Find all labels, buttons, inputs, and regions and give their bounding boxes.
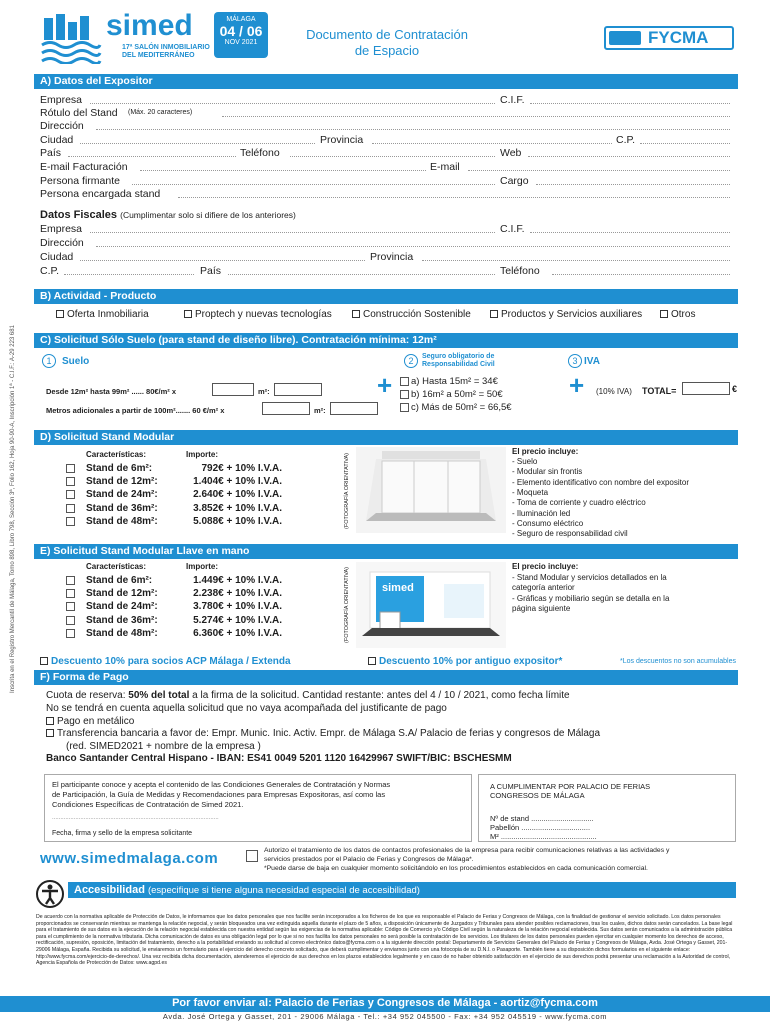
stand-size: Stand de 24m²: — [86, 489, 158, 501]
stand-price: 792€ + 10% I.V.A. — [201, 463, 282, 474]
field-firmante[interactable] — [132, 184, 495, 185]
sign-text1: El participante conoce y acepta el contenido de las Condiciones Generales de Contratación y Normas — [52, 780, 391, 789]
pay-line1a: Cuota de reserva: — [46, 690, 129, 701]
option-oferta[interactable] — [56, 309, 149, 320]
consent-text2: servicios prestados por el Palacio de Ferias y Congresos de Málaga*. — [264, 856, 474, 863]
include-item: página siguiente — [512, 603, 571, 613]
discount-antiguo-label: Descuento 10% por antiguo expositor* — [379, 656, 563, 667]
label-f-ciudad: Ciudad — [40, 251, 74, 263]
iva-pct: (10% IVA) — [596, 387, 632, 396]
sign-dots[interactable]: .................................................................................................... — [52, 815, 219, 821]
field-provincia[interactable] — [372, 143, 612, 144]
stand-checkbox[interactable] — [66, 464, 75, 473]
date-month: NOV 2021 — [224, 39, 258, 46]
accessibility-note: (especifique si tiene alguna necesidad especial de accesibilidad) — [147, 885, 420, 896]
accessibility-title: Accesibilidad — [74, 884, 145, 896]
stand-size: Stand de 36m²: — [86, 614, 158, 626]
total-input[interactable] — [682, 382, 730, 395]
option-otros-label: Otros — [671, 309, 696, 320]
seguro-c: c) Más de 50m² = 66,5€ — [411, 402, 512, 413]
checkbox-icon[interactable] — [46, 717, 54, 725]
field-f-empresa[interactable] — [90, 232, 495, 233]
pay-cash[interactable] — [46, 716, 134, 727]
e-car-label: Características: — [86, 562, 147, 571]
suelo-total-input-1[interactable] — [274, 383, 322, 396]
fiscal-title-row — [40, 209, 296, 221]
fiscal-note: (Cumplimentar solo si difiere de los anteriores) — [120, 210, 296, 220]
field-f-ciudad[interactable] — [80, 260, 365, 261]
section-b-header: B) Actividad - Producto — [34, 289, 738, 304]
field-cargo[interactable] — [536, 184, 730, 185]
field-ciudad[interactable] — [80, 143, 315, 144]
field-f-cp[interactable] — [64, 274, 194, 275]
include-item: - Moqueta — [512, 487, 549, 497]
stand-checkbox[interactable] — [66, 490, 75, 499]
option-otros[interactable] — [660, 309, 695, 320]
field-cp[interactable] — [640, 143, 730, 144]
label-cargo: Cargo — [500, 175, 529, 187]
stand-price: 3.780€ + 10% I.V.A. — [193, 601, 282, 613]
label-web: Web — [500, 147, 522, 159]
palacio-title1: A CUMPLIMENTAR POR PALACIO DE FERIAS — [490, 782, 651, 791]
label-email: E-mail — [430, 161, 460, 173]
step1-circle: 1 — [42, 354, 56, 368]
legal-text: De acuerdo con la normativa aplicable de Protección de Datos, le informamos que los datos personales que nos facilite serán incorporados a los ficheros de los que es responsable el Palacio de Ferias y Congresos de Málaga, con la finalidad de gestionar el servicio solicitado. Los datos personales proporcionados se conservarán mientras se mantenga la relación negocial, y serán bloqueados una vez extinguida aquella durante el plazo de 5 años, a disposición únicamente de Juzgados y Tribunales para atender posibles reclamaciones, tras los cuales, dichos datos serán cancelados. La base legal para el tratamiento de sus datos es la ejecución de la relación negocial establecida con nuestra entidad según las exigencias de la normativa aplicable: Código de Comercio y/o Código Civil según la naturaleza de la relación negocial establecida. Sus datos serán comunicados a la administración pública para el cumplimiento de la normativa tributaria. Dicha comunicación de datos es una obligación legal por lo que si no nos facilita los datos personales no será posible la contratación de los servicios. Los titulares de los datos personales pueden ejercitar en cualquier momento los derechos de acceso, rectificación, supresión, oposición, limitación del tratamiento, derecho a la portabilidad enviando su solicitud al correo electrónico datos@fycma.com o a la siguiente dirección postal: Departamento de Servicios Generales del Palacio de Ferias y Congresos de Málaga, Avda. José Ortega y Gasset, 201-29006 Málaga, España. Recibida su solicitud, le enviaremos un formulario para el ejercicio del derecho concreto solicitado, que deberá cumplimentar y enviarnos junto con una fotocopia de su D.N.I. o Pasaporte. También tiene a su disposición dichos formularios en el siguiente enlace: http://www.fycma.com/ejercicio-de-derechos/. Una vez recibida dicha documentación, atenderemos el ejercicio de sus derechos en los plazos establecidos legalmente y en caso de no haber obtenido satisfacción en el ejercicio de sus derechos podrá presentar una reclamación a la Autoridad de control, Agencia Española de Protección de Datos: www.agpd.es — [36, 914, 733, 967]
fycma-mark-icon — [609, 31, 641, 45]
include-item: - Elemento identificativo con nombre del expositor — [512, 477, 689, 487]
brand-sub2: DEL MEDITERRÁNEO — [122, 52, 195, 59]
label-rotulo: Rótulo del Stand — [40, 107, 118, 119]
suelo-m2-label-1: m²: — [258, 387, 270, 396]
label-f-empresa: Empresa — [40, 223, 83, 235]
option-productos[interactable] — [490, 309, 642, 320]
e-photo-note: (FOTOGRAFÍA ORIENTATIVA) — [344, 567, 350, 643]
pay-line1b: 50% del total — [128, 690, 190, 701]
suelo-line1: Desde 12m² hasta 99m² ...... 80€/m² x — [46, 387, 177, 396]
pay-line2: No se tendrá en cuenta aquella solicitud que no vaya acompañada del justificante de pago — [46, 703, 447, 714]
pay-line1c: a la firma de la solicitud. Cantidad restante: antes del 4 / 10 / 2021, como fecha límite — [189, 690, 570, 701]
plus-icon-2: + — [569, 370, 585, 400]
d-car-label: Características: — [86, 450, 147, 459]
suelo-total-input-2[interactable] — [330, 402, 378, 415]
row-empresa — [40, 94, 730, 106]
discount-acp[interactable] — [40, 656, 291, 667]
checkbox-icon[interactable] — [352, 310, 360, 318]
brand-sub1: 17ª SALÓN INMOBILIARIO — [122, 44, 210, 51]
stand-size: Stand de 36m²: — [86, 502, 158, 514]
doc-title-2: de Espacio — [354, 43, 420, 58]
suelo-line2: Metros adicionales a partir de 100m²....... 60 €/m² x — [46, 406, 225, 415]
field-rotulo[interactable] — [222, 116, 730, 117]
checkbox-icon[interactable] — [46, 729, 54, 737]
row-persona-stand — [40, 188, 730, 200]
stand-checkbox[interactable] — [66, 517, 75, 526]
field-cif[interactable] — [530, 103, 730, 104]
pay-line5: (red. SIMED2021 + nombre de la empresa ) — [66, 741, 261, 752]
include-item: - Stand Modular y servicios detallados en la — [512, 573, 667, 582]
include-item: - Modular sin frontis — [512, 467, 583, 477]
accessibility-icon — [36, 880, 64, 908]
discount-antiguo[interactable] — [368, 656, 562, 667]
option-proptech-label: Proptech y nuevas tecnologías — [195, 309, 332, 320]
stand-price: 3.852€ + 10% I.V.A. — [193, 502, 282, 514]
fycma-text: FYCMA — [648, 28, 709, 47]
include-item: categoría anterior — [512, 583, 575, 593]
label-pais: País — [40, 147, 62, 159]
sign-text2: de Participación, la Guía de Medidas y Recomendaciones para Empresas Expositoras, así como las — [52, 790, 386, 799]
include-item: - Toma de corriente y cuadro eléctrico — [512, 498, 646, 508]
include-item: - Iluminación led — [512, 508, 571, 518]
field-f-provincia[interactable] — [422, 260, 730, 261]
sign-firma-label: Fecha, firma y sello de la empresa solicitante — [52, 830, 193, 837]
label-ciudad: Ciudad — [40, 134, 74, 146]
e-imp-label: Importe: — [186, 562, 218, 571]
discount-note: *Los descuentos no son acumulables — [620, 658, 736, 665]
stand-price: 1.449€ + 10% I.V.A. — [193, 575, 282, 586]
label-persona-stand: Persona encargada stand — [40, 188, 161, 200]
total-label: TOTAL= — [642, 386, 677, 396]
field-pais[interactable] — [68, 156, 236, 157]
checkbox-icon[interactable] — [490, 310, 498, 318]
palacio-pabellon: Pabellón ................................. — [490, 823, 591, 832]
field-f-telefono[interactable] — [552, 274, 730, 275]
stand-size: Stand de 6m²: — [86, 463, 153, 474]
seguro-b: b) 16m² a 50m² = 50€ — [411, 389, 503, 400]
date-city: MÁLAGA — [226, 16, 256, 23]
option-construccion[interactable] — [352, 309, 471, 320]
row-firmante — [40, 175, 730, 187]
label-rotulo-note: (Máx. 20 caracteres) — [128, 109, 193, 116]
simed-logo-icon — [40, 12, 102, 64]
suelo-m2-label-2: m²: — [314, 406, 326, 415]
option-productos-label: Productos y Servicios auxiliares — [501, 309, 643, 320]
label-empresa: Empresa — [40, 94, 83, 106]
row-f-ciudad — [40, 251, 730, 263]
row-ciudad — [40, 134, 730, 146]
include-item: - Suelo — [512, 457, 538, 466]
field-direccion[interactable] — [96, 129, 730, 130]
row-email-fact — [40, 161, 730, 173]
include-item: - Seguro de responsabilidad civil — [512, 529, 628, 539]
field-email[interactable] — [468, 170, 730, 171]
label-telefono: Teléfono — [240, 147, 280, 159]
d-imp-label: Importe: — [186, 450, 218, 459]
turnkey-stand-photo — [356, 562, 506, 648]
label-f-cp: C.P. — [40, 265, 60, 277]
footer-send: Por favor enviar al: Palacio de Ferias y Congresos de Málaga - aortiz@fycma.com — [172, 997, 598, 1009]
stand-checkbox[interactable] — [66, 504, 75, 513]
stand-checkbox[interactable] — [66, 477, 75, 486]
fiscal-title: Datos Fiscales — [40, 209, 118, 221]
stand-checkbox[interactable] — [66, 589, 75, 598]
row-pais — [40, 147, 730, 159]
stand-checkbox[interactable] — [66, 576, 75, 585]
accessibility-bar[interactable] — [68, 882, 736, 898]
d-photo-note: (FOTOGRAFÍA ORIENTATIVA) — [344, 453, 350, 529]
suelo-m2-input-2[interactable] — [262, 402, 310, 415]
plus-icon-1: + — [377, 370, 393, 400]
label-firmante: Persona firmante — [40, 175, 120, 187]
step2-circle: 2 — [404, 354, 418, 368]
field-empresa[interactable] — [90, 103, 495, 104]
option-oferta-label: Oferta Inmobiliaria — [67, 309, 149, 320]
option-proptech[interactable] — [184, 309, 332, 320]
label-f-cif: C.I.F. — [500, 223, 525, 235]
section-c-header: C) Solicitud Sólo Suelo (para stand de diseño libre). Contratación mínima: 12m² — [34, 333, 738, 348]
include-item: - Gráficas y mobiliario según se detalla en la — [512, 593, 670, 603]
field-f-direccion[interactable] — [96, 246, 730, 247]
label-direccion: Dirección — [40, 120, 84, 132]
pay-bank: Banco Santander Central Hispano - IBAN: ES41 0049 5201 1120 16429967 SWIFT/BIC: BSCHESMM — [46, 753, 512, 764]
stand-size: Stand de 24m²: — [86, 601, 158, 613]
checkbox-icon[interactable] — [184, 310, 192, 318]
stand-checkbox[interactable] — [66, 616, 75, 625]
stand-price: 1.404€ + 10% I.V.A. — [193, 476, 282, 488]
doc-title-1: Documento de Contratación — [306, 27, 468, 42]
stand-size: Stand de 12m²: — [86, 588, 158, 600]
e-stand-brand: simed — [382, 582, 414, 594]
footer-address: Avda. José Ortega y Gasset, 201 - 29006 Málaga - Tel.: +34 952 045500 - Fax: +34 952 045519 - www.fycma.com — [162, 1012, 608, 1021]
pay-transfer[interactable] — [46, 728, 600, 739]
date-days: 04 / 06 — [219, 23, 263, 39]
website-link[interactable]: www.simedmalaga.com — [40, 850, 219, 867]
e-inc-title: El precio incluye: — [512, 562, 579, 571]
stand-price: 6.360€ + 10% I.V.A. — [193, 627, 282, 639]
consent-text3: *Puede darse de baja en cualquier momento solicitándolo en los procedimientos establecidos en cada comunicación comercial. — [264, 865, 648, 872]
pay-line1 — [46, 690, 570, 701]
row-rotulo — [40, 107, 730, 119]
field-email-fact[interactable] — [140, 170, 426, 171]
row-f-empresa — [40, 223, 730, 235]
pay-transfer-label: Transferencia bancaria a favor de: Empr. Munic. Inic. Activ. Empr. de Málaga S.A/ Palacio de ferias y congresos de Málaga — [57, 728, 601, 739]
option-construccion-label: Construcción Sostenible — [363, 309, 471, 320]
discount-acp-label: Descuento 10% para socios ACP Málaga / Extenda — [51, 656, 291, 667]
palacio-nstand: Nº de stand .............................. — [490, 814, 594, 823]
label-cp: C.P. — [616, 134, 636, 146]
seguro-check-b[interactable] — [400, 390, 409, 399]
palacio-title2: CONGRESOS DE MÁLAGA — [490, 791, 585, 800]
section-f-header: F) Forma de Pago — [34, 670, 738, 685]
modular-stand-photo — [356, 447, 506, 533]
label-cif: C.I.F. — [500, 94, 525, 106]
field-f-pais[interactable] — [228, 274, 495, 275]
palacio-m2: M² .............................................. — [490, 832, 597, 841]
label-f-provincia: Provincia — [370, 251, 414, 263]
field-telefono[interactable] — [290, 156, 495, 157]
field-f-cif[interactable] — [530, 232, 730, 233]
label-f-direccion: Dirección — [40, 237, 84, 249]
stand-checkbox[interactable] — [66, 629, 75, 638]
sign-text3: Condiciones Específicas de Contratación de Simed 2021. — [52, 800, 244, 809]
d-inc-title: El precio incluye: — [512, 447, 579, 456]
field-web[interactable] — [528, 156, 730, 157]
include-item: - Consumo eléctrico — [512, 518, 584, 528]
stand-size: Stand de 48m²: — [86, 515, 158, 527]
iva-title: IVA — [584, 356, 600, 367]
section-e-header: E) Solicitud Stand Modular Llave en mano — [34, 544, 738, 559]
stand-price: 2.238€ + 10% I.V.A. — [193, 588, 282, 600]
row-f-direccion — [40, 237, 730, 249]
field-persona-stand[interactable] — [178, 197, 730, 198]
seguro-check-c[interactable] — [400, 403, 409, 412]
label-f-pais: País — [200, 265, 222, 277]
date-badge — [214, 12, 268, 58]
checkbox-icon[interactable] — [660, 310, 668, 318]
stand-size: Stand de 6m²: — [86, 575, 153, 586]
stand-size: Stand de 12m²: — [86, 476, 158, 488]
pay-cash-label: Pago en metálico — [57, 716, 135, 727]
brand-name: simed — [106, 9, 193, 42]
suelo-title: Suelo — [62, 356, 90, 367]
fycma-logo — [604, 26, 734, 50]
step3-circle: 3 — [568, 354, 582, 368]
section-d-header: D) Solicitud Stand Modular — [34, 430, 738, 445]
seguro-a: a) Hasta 15m² = 34€ — [411, 376, 498, 387]
euro-sign: € — [732, 384, 738, 394]
stand-checkbox[interactable] — [66, 602, 75, 611]
row-direccion — [40, 120, 730, 132]
stand-price: 5.274€ + 10% I.V.A. — [193, 614, 282, 626]
label-email-fact: E-mail Facturación — [40, 161, 128, 173]
stand-size: Stand de 48m²: — [86, 627, 158, 639]
seguro-title: Seguro obligatorio de Responsabilidad Civil — [422, 353, 495, 368]
seguro-check-a[interactable] — [400, 377, 409, 386]
stand-price: 2.640€ + 10% I.V.A. — [193, 489, 282, 501]
label-provincia: Provincia — [320, 134, 364, 146]
suelo-m2-input-1[interactable] — [212, 383, 254, 396]
stand-price: 5.088€ + 10% I.V.A. — [193, 515, 282, 527]
side-registry-text: Inscrita en el Registro Mercantil de Málaga, Tomo 898, Libro 798, Sección 3ª, Folio 162, Hoja 90-90-A, Inscripción 1ª - C.I.F.: A-29 223 681 — [10, 325, 16, 693]
checkbox-icon[interactable] — [56, 310, 64, 318]
checkbox-icon[interactable] — [40, 657, 48, 665]
label-f-telefono: Teléfono — [500, 265, 540, 277]
consent-text1: Autorizo el tratamiento de los datos de contactos profesionales de la empresa para recibir comunicaciones relativas a las actividades y — [264, 847, 670, 854]
row-f-cp — [40, 265, 730, 277]
section-a-header: A) Datos del Expositor — [34, 74, 738, 89]
checkbox-icon[interactable] — [368, 657, 376, 665]
consent-checkbox[interactable] — [246, 850, 258, 862]
